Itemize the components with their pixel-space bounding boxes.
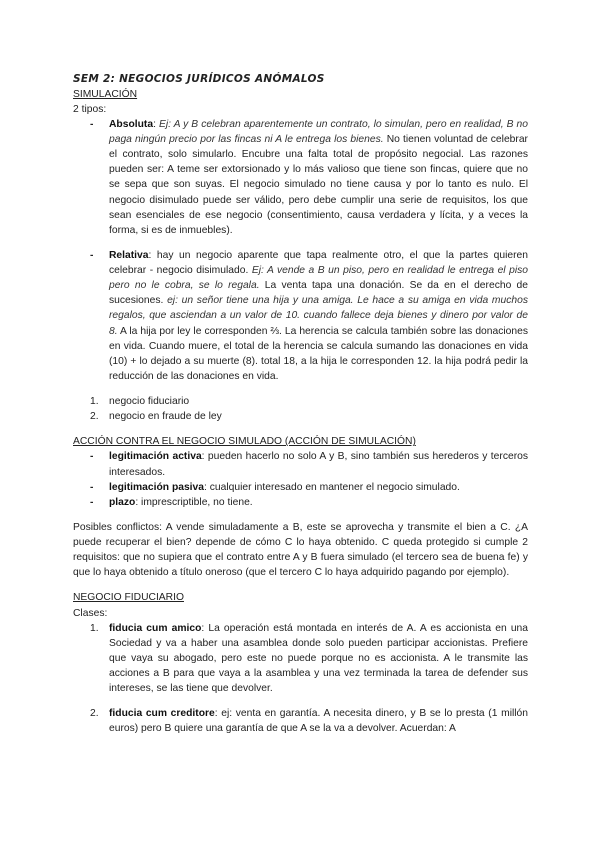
simulacion-types-list xyxy=(73,117,528,238)
simulacion-relativa-list xyxy=(73,248,528,384)
term-fiducia-cum-amico: fiducia cum amico xyxy=(109,622,202,634)
list-item-text: : pueden hacerlo no solo A y B, sino también sus herederos y terceros interesados. xyxy=(109,451,528,478)
list-item-cum-amico xyxy=(73,621,528,697)
list-item-relativa xyxy=(73,248,528,384)
paragraph-conflictos: Posibles conflictos: A vende simuladamente a B, este se aprovecha y transmite el bien a C. ¿A puede recuperar el bien? depende de cómo C lo haya obtenido. C queda protegido si cumple 2 requisitos: que no supiera que el contrato entre A y B fuera simulado (el tercero sea de buena fe) y que lo haya obtenido a título oneroso (que el tercero C lo haya adquirido pagando por ejemplo). xyxy=(73,521,528,579)
list-item-cum-creditore xyxy=(73,706,528,736)
document-title: SEM 2: NEGOCIOS JURÍDICOS ANÓMALOS xyxy=(73,73,325,85)
clases-label: Clases: xyxy=(73,607,108,619)
example-relativa-1: Ej: A vende a B un piso, pero en realidad le entrega el piso pero no le cobra, se lo regala. xyxy=(109,265,528,292)
list-item xyxy=(73,394,528,409)
fiducia-list xyxy=(73,621,528,697)
term-legitimacion-activa: legitimación activa xyxy=(109,451,202,463)
list-item xyxy=(73,449,528,479)
list-item-text: negocio fiduciario xyxy=(109,396,190,408)
term-fiducia-cum-creditore: fiducia cum creditore xyxy=(109,708,215,720)
list-item-text: negocio en fraude de ley xyxy=(109,411,222,423)
text-relativa-2: La venta tapa una donación. Se da en el derecho de sucesiones. xyxy=(109,280,528,307)
list-number: 1. xyxy=(90,396,99,408)
negocios-list xyxy=(73,394,528,424)
simulacion-types-label: 2 tipos: xyxy=(73,103,107,115)
example-relativa-2: ej: un señor tiene una hija y una amiga. Le hace a su amiga en vida muchos regalos, que asciendan a un valor de 10. cuando fallece deja bienes y dinero por valor de 8. xyxy=(109,295,528,337)
list-item xyxy=(73,480,528,495)
list-item-text: : ej: venta en garantía. A necesita dinero, y B se lo presta (1 millón euros) pero B quiere una garantía de que A se la va a devolver. Acuerdan: A xyxy=(109,708,529,735)
heading-accion-simulacion: ACCIÓN CONTRA EL NEGOCIO SIMULADO (ACCIÓN DE SIMULACIÓN) xyxy=(73,436,416,448)
list-item-text: : cualquier interesado en mantener el negocio simulado. xyxy=(204,481,460,493)
list-item-absoluta xyxy=(73,117,528,238)
text-relativa-1: : hay un negocio aparente que tapa realmente otro, el que la partes quieren celebrar - negocio disimulado. xyxy=(109,249,528,277)
example-absoluta: Ej: A y B celebran aparentemente un contrato, lo simulan, pero en realidad, B no paga ningún precio por las fincas ni A le entrega los bienes. xyxy=(109,118,528,146)
fiducia-list-2 xyxy=(73,706,528,736)
list-item-text: : La operación está montada en interés de A. A es accionista en una Sociedad y va a haber una asamblea donde solo pueden participar accionistas. Prefiere que vaya su abogado, pero este no puede porque no es accionista. A le transmite las acciones a B para que vaya a la asamblea y una vez terminada la tarea de defender sus intereses, se las tiene que devolver. xyxy=(109,622,528,695)
text-absoluta: No tienen voluntad de celebrar el contrato, solo simularlo. Encubre una falta total de propósito negocial. Las razones pueden ser: A teme ser extorsionado y lo más valioso que tiene son fincas, quiere que no se sepa que son suyas. El negocio simulado no tiene causa y por lo tanto es nulo. El negocio disimulado puede ser válido, pero debe cumplir una serie de requisitos, los que sean esenciales de ese negocio (consentimiento, causa verdadera y lícita, y a veces la forma, si es de inmuebles). xyxy=(109,134,528,236)
term-relativa: Relativa xyxy=(109,249,149,261)
accion-list xyxy=(73,449,528,510)
list-number: 1. xyxy=(90,622,99,634)
list-number: 2. xyxy=(90,708,99,720)
heading-negocio-fiduciario: NEGOCIO FIDUCIARIO xyxy=(73,592,184,604)
list-item xyxy=(73,409,528,424)
term-colon: : xyxy=(153,118,159,130)
list-item xyxy=(73,495,528,510)
term-absoluta: Absoluta xyxy=(109,118,154,130)
list-number: 2. xyxy=(90,411,99,423)
term-legitimacion-pasiva: legitimación pasiva xyxy=(109,481,204,493)
text-relativa-3: A la hija por ley le corresponden ⅔. La herencia se calcula también sobre las donaciones en vida. Cuando muere, el total de la herencia se calcula sumando las donaciones en vida (10) + lo dejado a su muerte (8). total 18, a la hija le corresponden 12. la hija podrá pedir la reducción de las donaciones en vida. xyxy=(109,325,528,382)
term-plazo: plazo xyxy=(109,496,136,508)
list-item-text: : imprescriptible, no tiene. xyxy=(135,496,253,508)
document-content xyxy=(73,72,528,737)
heading-simulacion: SIMULACIÓN xyxy=(73,88,138,100)
